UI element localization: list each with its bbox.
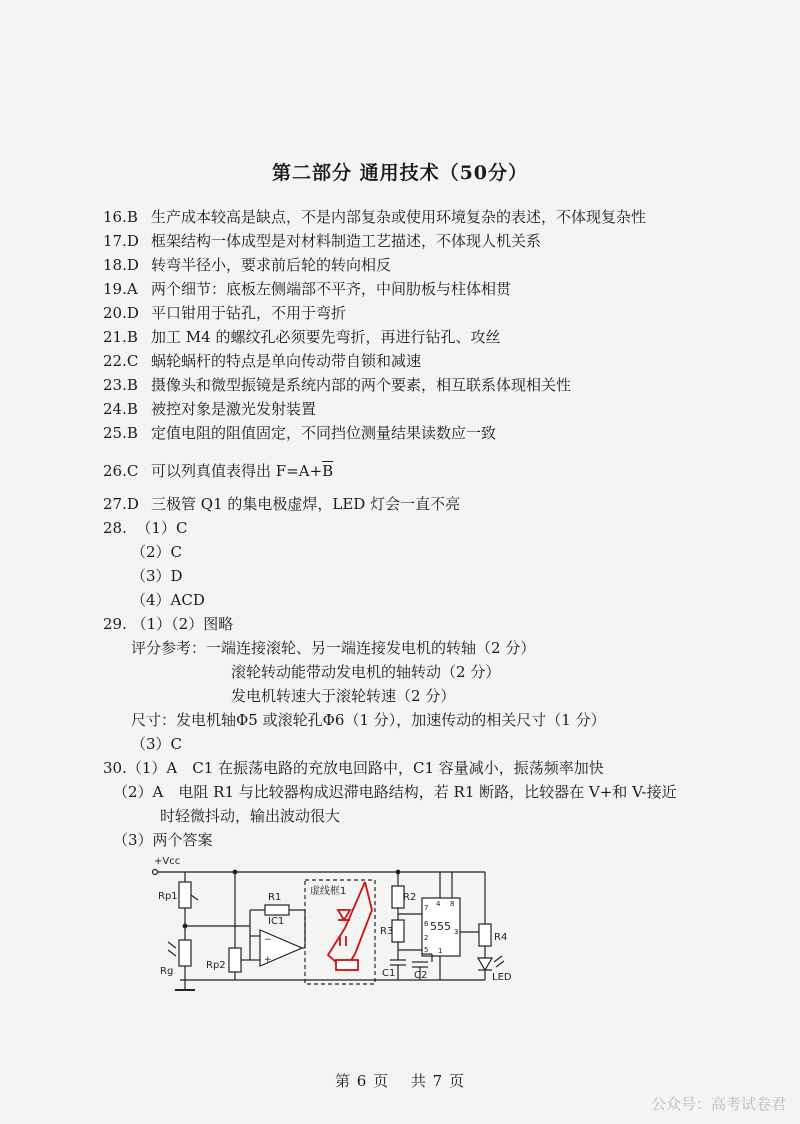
answer-18: 18.D 转弯半径小，要求前后轮的转向相反 xyxy=(103,256,392,274)
red-resistor xyxy=(336,960,358,970)
answer-23: 23.B 摄像头和微型振镜是系统内部的两个要素，相互联系体现相关性 xyxy=(103,376,572,394)
r3-label: R3 xyxy=(380,926,394,937)
answer-20: 20.D 平口钳用于钻孔，不用于弯折 xyxy=(103,304,347,322)
answer-28-4: （4）ACD xyxy=(131,591,205,609)
vcc-terminal xyxy=(153,870,158,875)
answer-16: 16.B 生产成本较高是缺点，不是内部复杂或使用环境复杂的表述，不体现复杂性 xyxy=(103,208,647,226)
r1-label: R1 xyxy=(268,892,282,903)
svg-text:6: 6 xyxy=(424,920,429,928)
rg-label: Rg xyxy=(160,966,174,977)
r1-resistor xyxy=(265,905,289,915)
svg-text:7: 7 xyxy=(424,904,429,912)
rg-photoresistor xyxy=(179,940,191,966)
answer-30-3: （3）两个答案 xyxy=(113,831,213,849)
rp1-arrow xyxy=(191,895,198,900)
svg-text:5: 5 xyxy=(424,946,429,954)
answer-21: 21.B 加工 M4 的螺纹孔必须要先弯折，再进行钻孔、攻丝 xyxy=(103,328,501,346)
svg-text:8: 8 xyxy=(450,900,455,908)
answer-26: 26.C 可以列真值表得出 $F=A+\overline{B}$ xyxy=(103,462,334,480)
r4-label: R4 xyxy=(494,932,508,943)
answer-27: 27.D 三极管 Q1 的集电极虚焊，LED 灯会一直不亮 xyxy=(103,495,461,513)
chip-555-label: 555 xyxy=(430,920,451,933)
svg-text:3: 3 xyxy=(454,928,459,936)
r4-resistor xyxy=(479,924,491,946)
answer-25: 25.B 定值电阻的阻值固定，不同挡位测量结果读数应一致 xyxy=(103,424,497,442)
answer-29-ref-1: 评分参考：一端连接滚轮、另一端连接发电机的转轴（2 分） xyxy=(131,639,536,657)
svg-text:2: 2 xyxy=(424,934,429,942)
answer-19: 19.A 两个细节：底板左侧端部不平齐，中间肋板与柱体相贯 xyxy=(103,280,512,298)
answer-28-3: （3）D xyxy=(131,567,183,585)
overline-b: $\overline{B}$ xyxy=(322,462,334,480)
answer-29-ref-3: 发电机转速大于滚轮转速（2 分） xyxy=(231,687,456,705)
led-icon xyxy=(478,958,492,970)
rp2-resistor xyxy=(229,948,241,972)
dashed-box-label: 虚线框1 xyxy=(310,886,347,897)
c1-label: C1 xyxy=(382,968,396,979)
section-title: 第二部分 通用技术（50分） xyxy=(271,162,529,184)
vcc-label: +Vcc xyxy=(154,856,181,867)
rp1-label: Rp1 xyxy=(158,891,178,902)
circuit-diagram xyxy=(140,850,540,1000)
r2-label: R2 xyxy=(403,892,417,903)
led-label: LED xyxy=(492,972,512,983)
svg-text:1: 1 xyxy=(438,947,443,955)
watermark: 公众号：高考试卷君 xyxy=(650,1095,786,1113)
answer-17: 17.D 框架结构一体成型是对材料制造工艺描述，不体现人机关系 xyxy=(103,232,542,250)
answer-30-2a: （2）A 电阻 R1 与比较器构成迟滞电路结构，若 R1 断路，比较器在 V+和 V-接近 xyxy=(113,783,677,801)
answer-29-ref-2: 滚轮转动能带动发电机的轴转动（2 分） xyxy=(231,663,501,681)
rp2-label: Rp2 xyxy=(206,960,226,971)
r3-resistor xyxy=(392,920,404,942)
answer-24: 24.B 被控对象是激光发射装置 xyxy=(103,400,317,418)
answer-28-2: （2）C xyxy=(131,543,183,561)
svg-text:4: 4 xyxy=(436,900,441,908)
svg-text:+: + xyxy=(264,955,272,965)
answer-30-1: 30.（1）A C1 在振荡电路的充放电回路中，C1 容量减小，振荡频率加快 xyxy=(103,759,604,777)
light-arrow-1 xyxy=(168,942,176,948)
answer-29-size: 尺寸：发电机轴Φ5 或滚轮孔Φ6（1 分），加速传动的相关尺寸（1 分） xyxy=(131,711,606,729)
answer-28-head: 28. （1）C xyxy=(103,519,188,537)
ic1-label: IC1 xyxy=(268,916,285,927)
light-arrow-2 xyxy=(168,950,176,956)
c2-label: C2 xyxy=(414,970,428,981)
answer-29-head: 29. （1）（2）图略 xyxy=(103,615,234,633)
answer-22: 22.C 蜗轮蜗杆的特点是单向传动带自锁和减速 xyxy=(103,352,422,370)
answer-29-3: （3）C xyxy=(131,735,183,753)
answer-30-2b: 时轻微抖动，输出波动很大 xyxy=(160,807,341,825)
page-footer: 第 6 页 共 7 页 xyxy=(335,1072,465,1090)
rp1-resistor xyxy=(179,882,191,908)
svg-text:−: − xyxy=(264,935,272,945)
